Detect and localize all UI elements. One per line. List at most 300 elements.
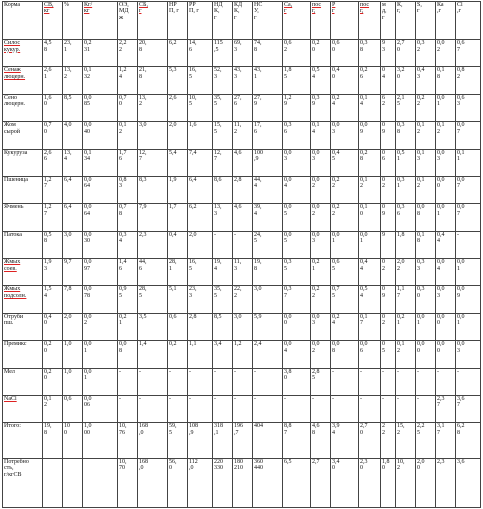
value-cell: 115 ,5 — [213, 40, 233, 67]
value-cell: 3,0 — [138, 122, 168, 149]
value-cell: 0,0 2 — [311, 204, 331, 231]
value-cell: 0,0 64 — [83, 176, 118, 203]
value-cell: 0,4 0 — [331, 67, 359, 94]
value-cell: 0,7 5 — [331, 286, 359, 313]
value-cell: 0,3 6 — [396, 204, 416, 231]
value-cell: 0,5 8 — [43, 231, 63, 258]
value-cell: 8,3 — [138, 176, 168, 203]
value-cell: 2,3 — [138, 231, 168, 258]
feed-name-cell: Жом сырой — [3, 122, 43, 149]
value-cell: 2,0 — [188, 231, 213, 258]
value-cell: 12, 7 — [213, 149, 233, 176]
value-cell: 0,3 7 — [283, 286, 311, 313]
value-cell: 0,3 0 — [416, 286, 436, 313]
feed-name-cell: Потребно сть, г/кгСВ — [3, 459, 43, 508]
value-cell: 0,0 3 — [311, 313, 331, 340]
value-cell: 0 5 — [381, 341, 396, 368]
value-cell: 1,0 00 — [83, 423, 118, 459]
value-cell: 4,0 — [63, 122, 83, 149]
value-cell: - — [168, 395, 188, 422]
value-cell: 0,3 8 — [396, 122, 416, 149]
value-cell: 196 ,7 — [233, 423, 253, 459]
value-cell: 0,2 0 — [311, 40, 331, 67]
table-row — [3, 40, 481, 67]
value-cell: 1,2 4 — [118, 67, 138, 94]
table-row — [3, 423, 481, 459]
value-cell: 0 9 — [381, 286, 396, 313]
value-cell: - — [253, 368, 283, 395]
value-cell: 3,4 0 — [331, 459, 359, 508]
value-cell: 0,0 78 — [83, 286, 118, 313]
value-cell: 14, 6 — [188, 40, 213, 67]
value-cell: 0,7 8 — [118, 204, 138, 231]
value-cell: 1,0 — [63, 341, 83, 368]
value-cell: 0,0 9 — [359, 122, 381, 149]
value-cell: - — [233, 395, 253, 422]
value-cell: 10, 5 — [188, 94, 213, 121]
value-cell: 0,2 6 — [359, 67, 381, 94]
header-cell: м д, г — [381, 2, 396, 40]
value-cell: 0,1 2 — [359, 176, 381, 203]
value-cell: 2,2 2 — [118, 40, 138, 67]
value-cell: 5,3 — [168, 67, 188, 94]
feed-name-cell: Кукуруза — [3, 149, 43, 176]
value-cell: 0,0 8 — [118, 341, 138, 368]
value-cell: - — [233, 368, 253, 395]
value-cell: 100 ,9 — [253, 149, 283, 176]
value-cell: 1,5 4 — [43, 286, 63, 313]
value-cell: 1,7 — [168, 204, 188, 231]
value-cell: 1,8 0 — [381, 459, 396, 508]
value-cell: 0,1 8 — [436, 67, 456, 94]
table-row — [3, 231, 481, 258]
header-cell: % — [63, 2, 83, 40]
value-cell: 20, 8 — [138, 40, 168, 67]
value-cell: 0,0 3 — [436, 286, 456, 313]
value-cell: - — [359, 395, 381, 422]
table-row — [3, 67, 481, 94]
value-cell: 1,2 7 — [43, 204, 63, 231]
value-cell: - — [331, 395, 359, 422]
value-cell: - — [381, 368, 396, 395]
value-cell: 10, 76 — [118, 423, 138, 459]
value-cell: 6,5 — [283, 459, 311, 508]
value-cell: 0,0 0 — [416, 341, 436, 368]
table-row — [3, 286, 481, 313]
value-cell: 8,6 — [213, 176, 233, 203]
value-cell: 13, 3 — [213, 204, 233, 231]
value-cell: 28, 1 — [168, 259, 188, 286]
feed-name-cell: NaCl — [3, 395, 43, 422]
value-cell: 0,1 1 — [456, 149, 481, 176]
value-cell: 0 9 — [381, 122, 396, 149]
value-cell: 1,4 — [138, 341, 168, 368]
value-cell: 19, 8 — [43, 423, 63, 459]
value-cell: 16, 5 — [188, 259, 213, 286]
value-cell: 0,0 4 — [283, 341, 311, 368]
value-cell: 8,5 — [213, 313, 233, 340]
value-cell: 2,4 — [253, 341, 283, 368]
value-cell: 13, 2 — [63, 67, 83, 94]
value-cell: 3,5 — [138, 313, 168, 340]
feed-name-cell: Сенаж люцерн. — [3, 67, 43, 94]
value-cell: 0,2 0 — [43, 341, 63, 368]
value-cell: - — [416, 368, 436, 395]
table-row — [3, 313, 481, 340]
header-cell: РР П, г — [188, 2, 213, 40]
value-cell: 0,0 1 — [331, 231, 359, 258]
table-row — [3, 368, 481, 395]
value-cell: - — [118, 368, 138, 395]
value-cell: 0,1 7 — [359, 313, 381, 340]
value-cell: 43, 3 — [233, 67, 253, 94]
value-cell: - — [396, 368, 416, 395]
value-cell: 0,0 7 — [456, 204, 481, 231]
value-cell: 0,1 2 — [416, 122, 436, 149]
value-cell: 3,0 — [63, 231, 83, 258]
value-cell: 9 3 — [381, 40, 396, 67]
value-cell: 10 0 — [63, 423, 83, 459]
value-cell: - — [138, 395, 168, 422]
value-cell: 0,1 2 — [416, 176, 436, 203]
value-cell: 0,7 0 — [118, 94, 138, 121]
value-cell: 0,0 5 — [283, 231, 311, 258]
value-cell: 2,7 0 — [396, 40, 416, 67]
value-cell: 0,3 4 — [118, 231, 138, 258]
value-cell — [63, 459, 83, 508]
feed-name-cell: Жмых соев. — [3, 259, 43, 286]
value-cell: - — [283, 395, 311, 422]
value-cell: 1,2 7 — [43, 176, 63, 203]
value-cell: 0,0 6 — [359, 341, 381, 368]
value-cell: - — [188, 368, 213, 395]
value-cell: 0,1 2 — [436, 122, 456, 149]
value-cell: 39, 4 — [253, 204, 283, 231]
value-cell: 1,9 3 — [43, 259, 63, 286]
value-cell: 0 6 — [381, 149, 396, 176]
value-cell: 0,0 3 — [311, 149, 331, 176]
value-cell: 0,0 1 — [436, 204, 456, 231]
value-cell: 5,1 — [168, 286, 188, 313]
value-cell: 0 9 — [381, 204, 396, 231]
value-cell: 44, 6 — [138, 259, 168, 286]
value-cell: 2,8 — [233, 176, 253, 203]
header-cell: НР П, г — [168, 2, 188, 40]
value-cell: 0,2 1 — [396, 313, 416, 340]
value-cell: 1,8 5 — [283, 67, 311, 94]
value-cell: 2,2 5 — [416, 423, 436, 459]
value-cell: 0,2 0 — [43, 368, 63, 395]
value-cell: 0,0 64 — [83, 204, 118, 231]
value-cell: 2,6 1 — [43, 67, 63, 94]
value-cell: 0,0 1 — [436, 94, 456, 121]
value-cell: 6,4 — [63, 176, 83, 203]
value-cell: 2,1 5 — [396, 94, 416, 121]
header-cell: Ка ,г — [436, 2, 456, 40]
value-cell: 0,2 8 — [359, 149, 381, 176]
value-cell: 2,6 6 — [43, 149, 63, 176]
feed-name-cell: Премикс — [3, 341, 43, 368]
value-cell: - — [253, 395, 283, 422]
table-row — [3, 149, 481, 176]
value-cell: 0,4 — [168, 231, 188, 258]
value-cell: 0,0 1 — [416, 313, 436, 340]
value-cell: 0,3 2 — [416, 40, 436, 67]
value-cell: 7,9 — [138, 204, 168, 231]
value-cell: - — [213, 368, 233, 395]
value-cell: 0 2 — [381, 176, 396, 203]
value-cell: 0,0 3 — [311, 231, 331, 258]
value-cell: 0,2 1 — [118, 313, 138, 340]
value-cell: 0,2 2 — [331, 204, 359, 231]
value-cell: 168 ,0 — [138, 459, 168, 508]
value-cell: 0,2 4 — [331, 313, 359, 340]
value-cell: 59, 5 — [168, 423, 188, 459]
feed-name-cell: Ячмень — [3, 204, 43, 231]
value-cell: - — [168, 368, 188, 395]
value-cell: 0,0 40 — [83, 122, 118, 149]
header-cell: Сl ,г — [456, 2, 481, 40]
value-cell: 0,6 7 — [456, 40, 481, 67]
value-cell: 2,3 7 — [436, 395, 456, 422]
value-cell: 0,6 0 — [331, 40, 359, 67]
value-cell: 0,5 4 — [311, 67, 331, 94]
value-cell: 2 2 — [381, 423, 396, 459]
value-cell: 0,0 3 — [456, 341, 481, 368]
value-cell: 8,5 — [63, 94, 83, 121]
value-cell: 0,0 3 — [331, 122, 359, 149]
header-cell: НД К, г — [213, 2, 233, 40]
value-cell: 12, 7 — [138, 149, 168, 176]
value-cell: - — [359, 368, 381, 395]
value-cell: 0,2 2 — [331, 176, 359, 203]
feed-name-cell: Отруби пш. — [3, 313, 43, 340]
value-cell: 0,0 3 — [283, 149, 311, 176]
value-cell: - — [213, 231, 233, 258]
value-cell: 0,0 97 — [83, 259, 118, 286]
header-cell: ОЭ, МД ж — [118, 2, 138, 40]
value-cell: 2,3 — [436, 459, 456, 508]
value-cell: 0,3 5 — [283, 259, 311, 286]
value-cell: - — [138, 368, 168, 395]
value-cell: 2,7 0 — [359, 423, 381, 459]
value-cell: 3,9 4 — [331, 423, 359, 459]
feed-name-cell: Силос кукур. — [3, 40, 43, 67]
table-row — [3, 122, 481, 149]
value-cell: 0,2 1 — [311, 259, 331, 286]
value-cell: 0,0 5 — [283, 204, 311, 231]
value-cell: 0,0 2 — [311, 341, 331, 368]
value-cell: 3,1 7 — [436, 423, 456, 459]
value-cell: 360 440 — [253, 459, 283, 508]
value-cell: 0,2 31 — [83, 40, 118, 67]
value-cell: 2,8 — [188, 313, 213, 340]
value-cell: 0,1 32 — [83, 67, 118, 94]
value-cell: - — [118, 395, 138, 422]
value-cell: 0,0 3 — [436, 149, 456, 176]
value-cell: 9,7 — [63, 259, 83, 286]
value-cell: 0,0 2 — [311, 176, 331, 203]
value-cell: 0,0 06 — [83, 395, 118, 422]
value-cell: 0,0 4 — [436, 259, 456, 286]
value-cell: - — [188, 395, 213, 422]
value-cell: 0,1 2 — [396, 341, 416, 368]
value-cell: 0,2 2 — [416, 94, 436, 121]
value-cell: 3,4 — [213, 341, 233, 368]
value-cell: 0,0 0 — [283, 313, 311, 340]
header-cell: КД К, г — [233, 2, 253, 40]
value-cell: 15, 2 — [396, 423, 416, 459]
value-cell: 0,3 1 — [396, 176, 416, 203]
value-cell: 1,1 — [188, 341, 213, 368]
value-cell: 74, 8 — [253, 40, 283, 67]
value-cell: 4,6 — [233, 149, 253, 176]
table-body — [3, 2, 481, 508]
value-cell: 0,0 1 — [359, 231, 381, 258]
value-cell: 0,0 2 — [83, 313, 118, 340]
table-row — [3, 395, 481, 422]
value-cell: 0,7 0 — [43, 122, 63, 149]
value-cell: 7,8 — [63, 286, 83, 313]
feed-name-cell: Пшеница — [3, 176, 43, 203]
value-cell: 0,0 0 — [436, 313, 456, 340]
value-cell: 0,1 4 — [311, 122, 331, 149]
value-cell: 180 210 — [233, 459, 253, 508]
value-cell: 1,6 — [188, 122, 213, 149]
table-row — [3, 341, 481, 368]
value-cell: 0,6 5 — [331, 259, 359, 286]
value-cell: 0,1 4 — [359, 94, 381, 121]
value-cell: 1,2 — [233, 341, 253, 368]
value-cell: 0,0 8 — [331, 341, 359, 368]
value-cell: 0,0 7 — [456, 176, 481, 203]
value-cell: 0 2 — [381, 259, 396, 286]
value-cell: - — [213, 395, 233, 422]
table-row — [3, 94, 481, 121]
value-cell: 21, 8 — [138, 67, 168, 94]
value-cell: - — [331, 368, 359, 395]
value-cell: 1,1 7 — [396, 286, 416, 313]
feed-ration-table — [2, 1, 481, 508]
value-cell: 0,8 2 — [456, 67, 481, 94]
header-cell: К, г, — [396, 2, 416, 40]
value-cell: 15, 5 — [213, 122, 233, 149]
header-cell: Кг/ кг — [83, 2, 118, 40]
value-cell: 0 2 — [381, 313, 396, 340]
value-cell: 19, 8 — [253, 259, 283, 286]
value-cell: 0,0 1 — [456, 259, 481, 286]
value-cell: 0,4 5 — [331, 149, 359, 176]
header-cell: СВ, кг — [43, 2, 63, 40]
value-cell: 0,5 1 — [396, 149, 416, 176]
value-cell: 3,6 — [456, 459, 481, 508]
value-cell: 0,1 3 — [416, 149, 436, 176]
value-cell: 2,3 0 — [359, 459, 381, 508]
value-cell: 28, 5 — [138, 286, 168, 313]
value-cell: 52, 3 — [213, 67, 233, 94]
value-cell: 10, 70 — [118, 459, 138, 508]
value-cell: - — [436, 368, 456, 395]
value-cell: 2,0 — [63, 313, 83, 340]
value-cell: 43, 1 — [253, 67, 283, 94]
header-cell: НС У, г — [253, 2, 283, 40]
value-cell: 4,6 — [233, 204, 253, 231]
value-cell: 0,0 30 — [83, 231, 118, 258]
table-header-row — [3, 2, 481, 40]
value-cell: 6,4 — [63, 204, 83, 231]
table-row — [3, 204, 481, 231]
table-row — [3, 259, 481, 286]
value-cell: 27, 6 — [233, 94, 253, 121]
value-cell: 3,2 0 — [396, 67, 416, 94]
value-cell: 2,6 — [168, 94, 188, 121]
value-cell: 1,2 9 — [283, 94, 311, 121]
value-cell: 0,0 1 — [456, 313, 481, 340]
value-cell: 11, 2 — [233, 122, 253, 149]
value-cell: 13, 4 — [63, 149, 83, 176]
value-cell: 24, 5 — [253, 231, 283, 258]
value-cell: - — [396, 395, 416, 422]
value-cell: 108 ,9 — [188, 423, 213, 459]
value-cell: 22, 2 — [233, 286, 253, 313]
value-cell: 27, 9 — [253, 94, 283, 121]
value-cell: 0,3 3 — [416, 259, 436, 286]
feed-name-cell: Сено люцерн. — [3, 94, 43, 121]
value-cell: 0,4 4 — [359, 259, 381, 286]
value-cell: 6,2 8 — [456, 423, 481, 459]
value-cell: 2,8 5 — [311, 368, 331, 395]
value-cell: 318 ,1 — [213, 423, 233, 459]
value-cell: 404 — [253, 423, 283, 459]
value-cell: 5,9 — [253, 313, 283, 340]
value-cell: 0,1 8 — [416, 231, 436, 258]
value-cell: 0,6 3 — [456, 94, 481, 121]
value-cell: - — [456, 368, 481, 395]
value-cell: 0,6 — [63, 395, 83, 422]
value-cell: 3,0 — [233, 313, 253, 340]
feed-name-cell: Патока — [3, 231, 43, 258]
value-cell: 4,6 8 — [311, 423, 331, 459]
value-cell: 2,0 0 — [416, 459, 436, 508]
value-cell: 0,0 0 — [436, 341, 456, 368]
value-cell: 168 ,0 — [138, 423, 168, 459]
value-cell: 4,5 8 — [43, 40, 63, 67]
value-cell: 0,1 34 — [83, 149, 118, 176]
value-cell: 112 ,0 — [188, 459, 213, 508]
value-cell: 0,4 3 — [416, 67, 436, 94]
value-cell: 9 — [381, 231, 396, 258]
value-cell: 19, 4 — [213, 259, 233, 286]
value-cell: 5,4 — [168, 149, 188, 176]
header-cell: СБ, г — [138, 2, 168, 40]
value-cell: 0,0 85 — [83, 94, 118, 121]
value-cell: 56, 0 — [168, 459, 188, 508]
value-cell: - — [381, 395, 396, 422]
value-cell: - — [416, 395, 436, 422]
value-cell: 16, 5 — [188, 67, 213, 94]
value-cell: 0,2 — [168, 341, 188, 368]
value-cell: 1,6 0 — [43, 94, 63, 121]
header-cell: Корма — [3, 2, 43, 40]
value-cell: 0,4 4 — [436, 231, 456, 258]
header-cell: пос г, — [311, 2, 331, 40]
value-cell: 0,2 4 — [331, 94, 359, 121]
feed-name-cell: Мел — [3, 368, 43, 395]
value-cell — [83, 459, 118, 508]
value-cell: 0,0 8 — [416, 204, 436, 231]
value-cell: 7,4 — [188, 149, 213, 176]
value-cell: 0,0 2 — [436, 40, 456, 67]
